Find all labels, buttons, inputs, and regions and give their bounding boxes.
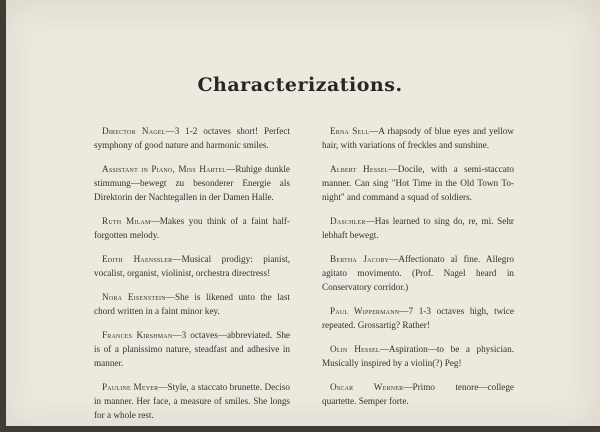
entry-name: Paul Wippermann	[330, 306, 400, 317]
characterization-entry	[94, 162, 290, 205]
characterization-entry	[94, 124, 290, 152]
characterization-entry	[94, 252, 290, 280]
characterization-entry	[94, 380, 290, 423]
entry-name: Nora Eisenstein	[102, 291, 166, 302]
characterization-entry	[322, 342, 514, 370]
characterization-entry	[94, 290, 290, 318]
entry-text: —3 1-2 octaves short! Perfect symphony of good nature and harmonic smiles.	[94, 126, 291, 151]
characterization-entry	[322, 304, 514, 332]
entry-name: Oscar Werner	[330, 381, 404, 392]
left-column	[94, 124, 290, 432]
right-column	[322, 124, 514, 418]
entry-text: —A rhapsody of blue eyes and yellow hair, with variations of freckles and sunshine.	[322, 126, 514, 151]
entry-text: —Primo tenore—college quartette. Semper forte.	[322, 381, 514, 407]
characterization-entry	[322, 214, 514, 242]
characterization-entry	[322, 252, 514, 295]
entry-text: —3 octaves—abbreviated. She is of a planissimo nature, steadfast and adhesive in manner.	[94, 329, 290, 369]
entry-text: —7 1-3 octaves high, twice repeated. Grossartig? Rather!	[322, 306, 514, 331]
entry-name: Olin Hessel	[330, 343, 380, 354]
entry-text: —Docile, with a semi-staccato manner. Can sing "Hot Time in the Old Town To-night" and command a squad of soldiers.	[322, 163, 514, 203]
binding-gutter	[0, 0, 6, 432]
entry-name: Director Nagel	[102, 126, 166, 136]
entry-text: —Style, a staccato brunette. Deciso in manner. Her face, a measure of smiles. She longs for a whole rest.	[94, 381, 290, 421]
entry-name: Ruth Milam	[102, 216, 151, 227]
entry-name: Albert Hessel	[330, 163, 389, 174]
entry-text: —Affectionato al fine. Allegro agitato movimento. (Prof. Nagel heard in Conservatory corridor.)	[322, 253, 514, 293]
entry-name: Frances Kirshman	[102, 329, 173, 340]
entry-name: Daschler	[330, 216, 366, 227]
characterization-entry	[322, 380, 514, 408]
page-title: Characterizations.	[197, 74, 403, 96]
entry-text: —Aspiration—to be a physician. Musically inspired by a violin(?) Peg!	[322, 343, 514, 369]
entry-name: Bertha Jacoby	[330, 253, 390, 264]
characterization-entry	[322, 162, 514, 205]
characterization-entry	[322, 124, 514, 152]
characterization-entry	[94, 328, 290, 371]
entry-name: Assistant in Piano, Miss Hartel	[102, 163, 227, 174]
entry-text: —Has learned to sing do, re, mi. Sehr lebhaft bewegt.	[322, 216, 514, 241]
entry-text: —Musical prodigy: pianist, vocalist, organist, violinist, orchestra directress!	[94, 253, 290, 279]
entry-text: —She is likened unto the last chord written in a faint minor key.	[94, 291, 290, 317]
characterization-entry	[94, 214, 290, 242]
entry-name: Erna Sell	[330, 126, 370, 136]
entry-text: —Ruhige dunkle stimmung—bewegt zu besonderer Energie als Direktorin der Nachtegallen in der Damen Halle.	[94, 163, 291, 203]
entry-name: Edith Haenssler	[102, 253, 173, 264]
page-bottom-edge	[0, 426, 600, 432]
entry-text: —Makes you think of a faint half-forgotten melody.	[94, 216, 290, 241]
entry-name: Pauline Meyer	[102, 381, 159, 392]
